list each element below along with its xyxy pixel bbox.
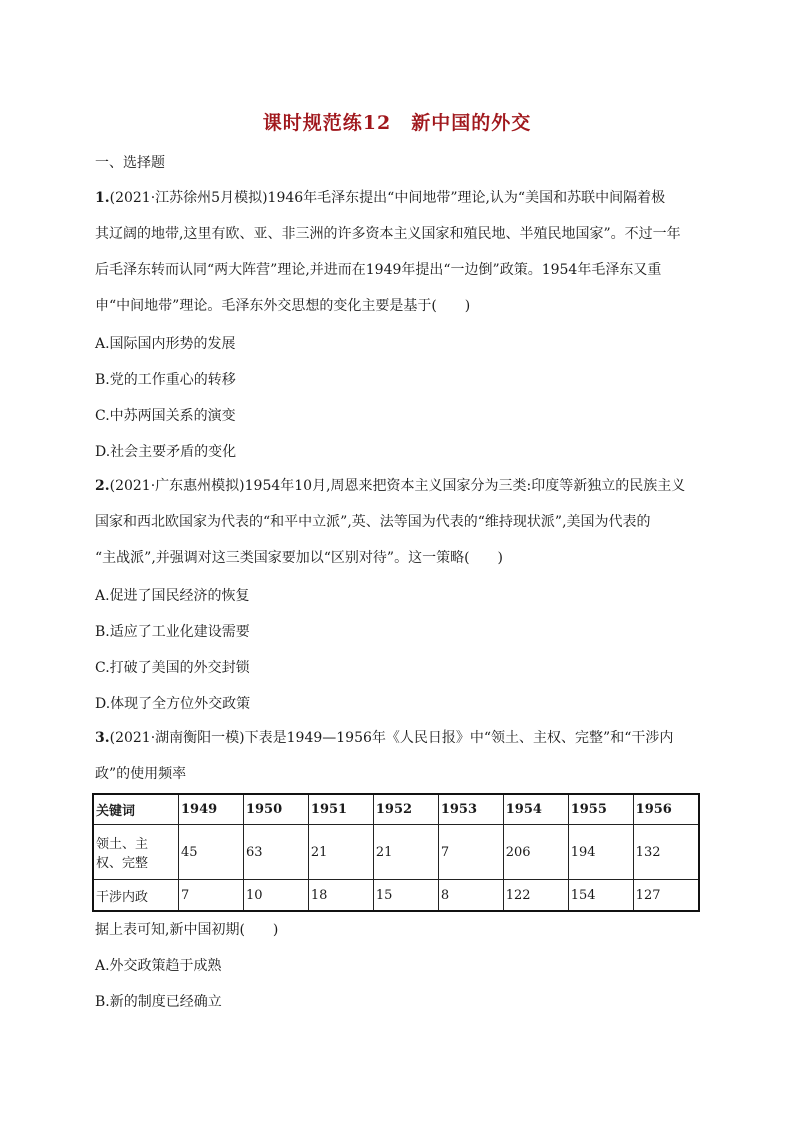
table-cell: 63	[243, 825, 308, 880]
table-header-cell: 1950	[243, 794, 308, 825]
question-1-line-1: 1.(2021·江苏徐州5月模拟)1946年毛泽东提出“中间地带”理论,认为“美国和苏联中间隔着极	[95, 190, 666, 206]
table-cell: 194	[568, 825, 633, 880]
question-number: 1.	[95, 190, 110, 206]
page-title: 课时规范练12 新中国的外交	[262, 112, 532, 134]
table-header-cell: 1949	[179, 794, 244, 825]
table-header-cell: 关键词	[93, 794, 179, 825]
table-cell: 10	[243, 880, 308, 912]
q1-option-d[interactable]: D.社会主要矛盾的变化	[95, 444, 237, 460]
section-heading: 一、选择题	[95, 155, 165, 171]
table-cell: 8	[438, 880, 503, 912]
question-1-line-3: 后毛泽东转而认同“两大阵营”理论,并进而在1949年提出“一边倒”政策。1954年毛泽东又重	[95, 262, 662, 278]
question-1-line-2: 其辽阔的地带,这里有欧、亚、非三洲的许多资本主义国家和殖民地、半殖民地国家”。不过一年	[95, 226, 681, 242]
question-2	[95, 468, 705, 576]
table-cell: 21	[308, 825, 373, 880]
q3-option-b[interactable]: B.新的制度已经确立	[95, 994, 222, 1010]
question-3	[95, 720, 705, 792]
question-1-line-4: 申“中间地带”理论。毛泽东外交思想的变化主要是基于( )	[95, 298, 471, 314]
table-header-cell: 1953	[438, 794, 503, 825]
table-header-cell: 1955	[568, 794, 633, 825]
table-cell: 154	[568, 880, 633, 912]
table-cell: 122	[503, 880, 568, 912]
question-2-line-2: 国家和西北欧国家为代表的“和平中立派”,英、法等国为代表的“维持现状派”,美国为代表的	[95, 514, 651, 530]
table-cell: 21	[373, 825, 438, 880]
table-row	[93, 825, 699, 880]
table-row-label: 领土、主 权、完整	[93, 825, 179, 880]
q2-option-d[interactable]: D.体现了全方位外交政策	[95, 696, 251, 712]
table-cell: 7	[179, 880, 244, 912]
q2-option-a[interactable]: A.促进了国民经济的恢复	[95, 588, 250, 604]
table-cell: 7	[438, 825, 503, 880]
table-row-label: 干涉内政	[93, 880, 179, 912]
question-3-line-1: 3.(2021·湖南衡阳一模)下表是1949—1956年《人民日报》中“领土、主权、完整”和“干涉内	[95, 730, 674, 746]
table-row	[93, 880, 699, 912]
q2-option-b[interactable]: B.适应了工业化建设需要	[95, 624, 250, 640]
table-cell: 206	[503, 825, 568, 880]
table-cell: 127	[633, 880, 699, 912]
question-number: 3.	[95, 730, 110, 746]
q2-option-c[interactable]: C.打破了美国的外交封锁	[95, 660, 250, 676]
question-3-line-2: 政”的使用频率	[95, 766, 187, 782]
table-cell: 18	[308, 880, 373, 912]
table-header-cell: 1952	[373, 794, 438, 825]
q1-option-b[interactable]: B.党的工作重心的转移	[95, 372, 236, 388]
table-cell: 132	[633, 825, 699, 880]
table-header-row	[93, 794, 699, 825]
frequency-table	[92, 793, 700, 912]
question-3-stem: 据上表可知,新中国初期( )	[95, 922, 279, 938]
question-2-line-1: 2.(2021·广东惠州模拟)1954年10月,周恩来把资本主义国家分为三类:印度等新独立的民族主义	[95, 478, 686, 494]
question-1	[95, 180, 705, 324]
table-header-cell: 1954	[503, 794, 568, 825]
question-2-line-3: “主战派”,并强调对这三类国家要加以“区别对待”。这一策略( )	[95, 550, 504, 566]
table-cell: 15	[373, 880, 438, 912]
q1-option-c[interactable]: C.中苏两国关系的演变	[95, 408, 236, 424]
table-header-cell: 1951	[308, 794, 373, 825]
table-cell: 45	[179, 825, 244, 880]
q1-option-a[interactable]: A.国际国内形势的发展	[95, 336, 236, 352]
q3-option-a[interactable]: A.外交政策趋于成熟	[95, 958, 222, 974]
question-number: 2.	[95, 478, 110, 494]
table-header-cell: 1956	[633, 794, 699, 825]
